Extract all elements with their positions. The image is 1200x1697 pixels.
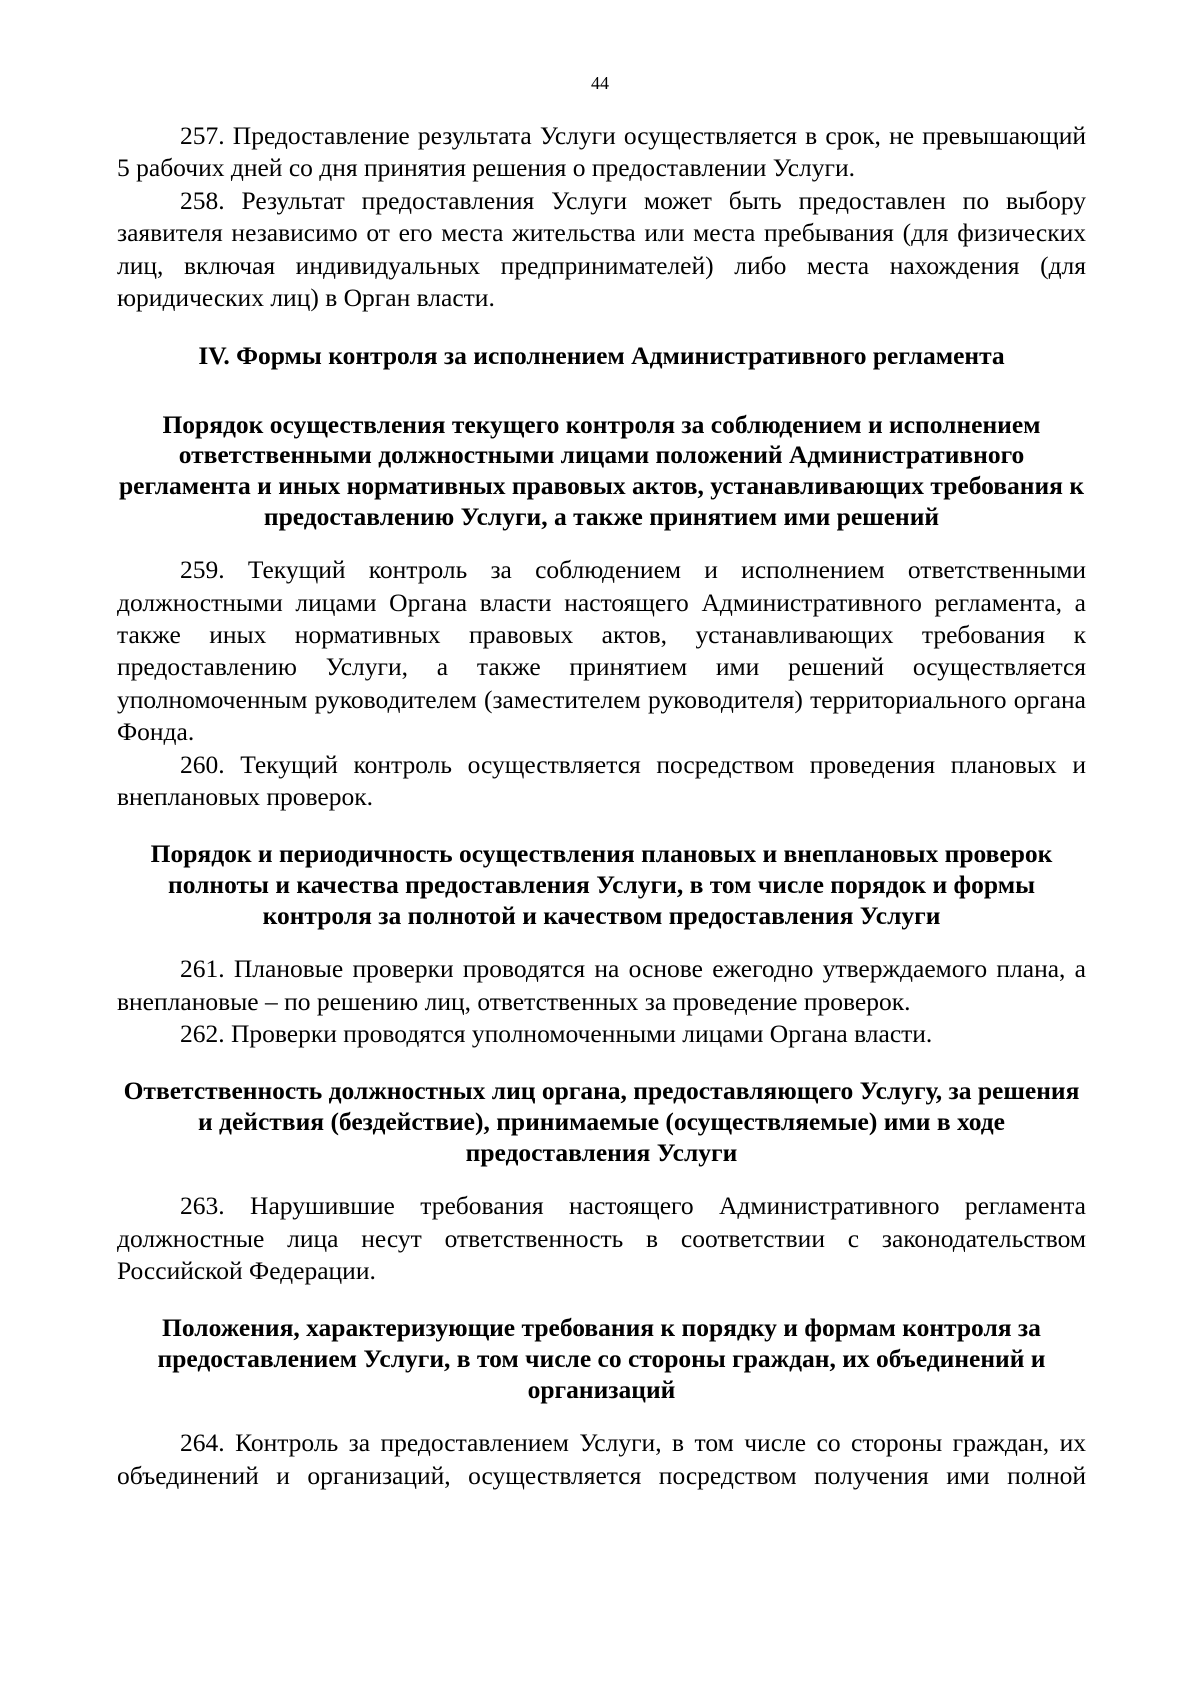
section-heading-iv: IV. Формы контроля за исполнением Административного регламента (198, 341, 1005, 371)
paragraph-text: Контроль за предоставлением Услуги, в том числе со стороны граждан, их объединений и организаций, осуществляется посредством получения ими полной (117, 1428, 1087, 1490)
paragraph-264 (117, 1427, 1086, 1492)
paragraph-258 (117, 185, 1086, 315)
paragraph-263 (117, 1190, 1086, 1287)
paragraph-text: Проверки проводятся уполномоченными лицами Органа власти. (231, 1019, 933, 1049)
paragraph-text: Плановые проверки проводятся на основе ежегодно утверждаемого плана, а внеплановые – по решению лиц, ответственных за проведение проверок. (117, 954, 1086, 1016)
paragraph-number: 257. (180, 121, 225, 150)
document-body (117, 120, 1086, 1492)
paragraph-text: Результат предоставления Услуги может быть предоставлен по выбору заявителя независимо от его места жительства или места пребывания (для физических лиц, включая индивидуальных предпринимателей) либо места нахождения (для юридических лиц) в Орган власти. (117, 185, 1087, 313)
paragraph-number: 261. (180, 954, 225, 984)
paragraph-text: Текущий контроль за соблюдением и исполнением ответственными должностными лицами Органа власти настоящего Административного регламента, а также иных нормативных правовых актов, устанавливающих требования к предоставлению Услуги, а также принятием ими решений осуществляется уполномоченным руководителем (заместителем руководителя) территориального органа Фонда. (117, 555, 1086, 747)
subsection-heading-periodic-checks: Порядок и периодичность осуществления плановых и внеплановых проверок полноты и качества предоставления Услуги, в том числе порядок и формы контроля за полнотой и качеством предоставления Услуги (150, 839, 1053, 930)
paragraph-text: Нарушившие требования настоящего Административного регламента должностные лица несут ответственность в соответствии с законодательством Российской Федерации. (117, 1191, 1087, 1286)
paragraph-text: Предоставление результата Услуги осуществляется в срок, не превышающий 5 рабочих дней со дня принятия решения о предоставлении Услуги. (117, 121, 1087, 183)
paragraph-number: 259. (180, 555, 225, 585)
paragraph-262 (117, 1018, 1086, 1050)
page-number: 44 (591, 73, 609, 93)
subsection-heading-citizen-control: Положения, характеризующие требования к порядку и формам контроля за предоставлением Услуги, в том числе со стороны граждан, их объединений и организаций (157, 1313, 1046, 1404)
paragraph-number: 258. (180, 185, 225, 215)
paragraph-261 (117, 953, 1086, 1018)
paragraph-number: 264. (180, 1428, 225, 1458)
paragraph-number: 260. (180, 749, 225, 779)
paragraph-number: 263. (180, 1191, 225, 1221)
paragraph-number: 262. (180, 1019, 225, 1049)
paragraph-260 (117, 749, 1086, 814)
subsection-heading-current-control: Порядок осуществления текущего контроля за соблюдением и исполнением ответственными должностными лицами положений Административного регламента и иных нормативных правовых актов, устанавливающих требования к предоставлению Услуги, а также принятием ими решений (118, 409, 1085, 531)
subsection-heading-responsibility: Ответственность должностных лиц органа, предоставляющего Услугу, за решения и действия (бездействие), принимаемые (осуществляемые) ими в ходе предоставления Услуги (123, 1076, 1080, 1167)
paragraph-259 (117, 554, 1086, 748)
paragraph-257 (117, 120, 1086, 185)
paragraph-text: Текущий контроль осуществляется посредством проведения плановых и внеплановых проверок. (117, 749, 1087, 812)
